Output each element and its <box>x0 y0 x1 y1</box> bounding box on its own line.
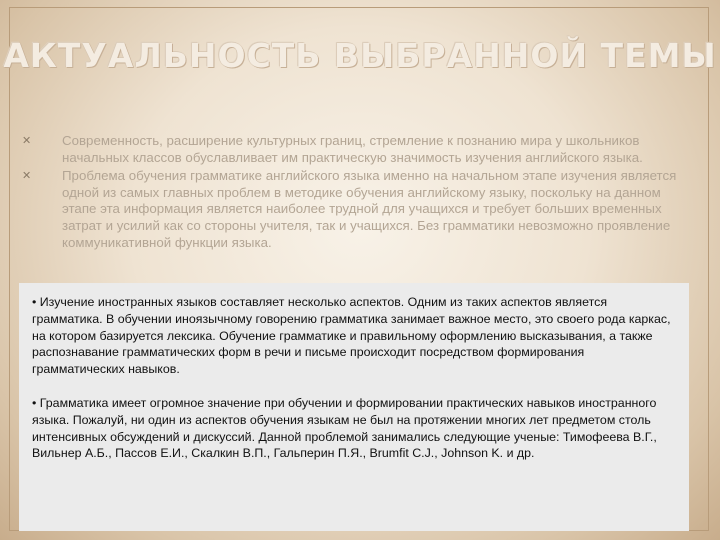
overlay-paragraph: • Грамматика имеет огромное значение при обучении и формировании практических навыков иностранного языка. Пожалуй, ни один из аспектов обучения языкам не был на протяжении многих лет предметом столь интенсивных обсуждений и дискуссий. Данной проблемой занимались следующие ученые: Тимофеева В.Г., Вильнер А.Б., Пассов Е.И., Скалкин В.П., Гальперин П.Я., Brumfit C.J., Johnson K. и др. <box>32 395 657 461</box>
overlay-text-box <box>19 283 689 531</box>
x-mark-icon: ✕ <box>22 169 32 183</box>
bullet-item <box>22 168 690 251</box>
bullet-text: Современность, расширение культурных границ, стремление к познанию мира у школьников начальных классов обуславливает им практическую значимость изучения английского языка. <box>62 133 643 165</box>
slide-title: АКТУАЛЬНОСТЬ ВЫБРАННОЙ ТЕМЫ <box>3 36 717 75</box>
bullet-list <box>22 133 690 251</box>
bullet-item <box>22 133 690 166</box>
overlay-paragraph: • Изучение иностранных языков составляет несколько аспектов. Одним из таких аспектов является грамматика. В обучении иноязычному говорению грамматика занимает важное место, это своего рода каркас, на котором базируется лексика. Обучение грамматике и правильному оформлению высказывания, а также распознавание грамматических форм в речи и письме происходит посредством формирования грамматических навыков. <box>32 295 671 377</box>
x-mark-icon: ✕ <box>22 134 32 147</box>
bullet-text: Проблема обучения грамматике английского языка именно на начальном этапе изучения является одной из самых главных проблем в методике обучения английскому языку, поскольку на данном этапе эта информация является наиболее трудной для учащихся и требует больших временных затрат и усилий как со стороны учителя, так и учащихся. Без грамматики невозможно проявление коммуникативной функции языка. <box>62 168 677 250</box>
